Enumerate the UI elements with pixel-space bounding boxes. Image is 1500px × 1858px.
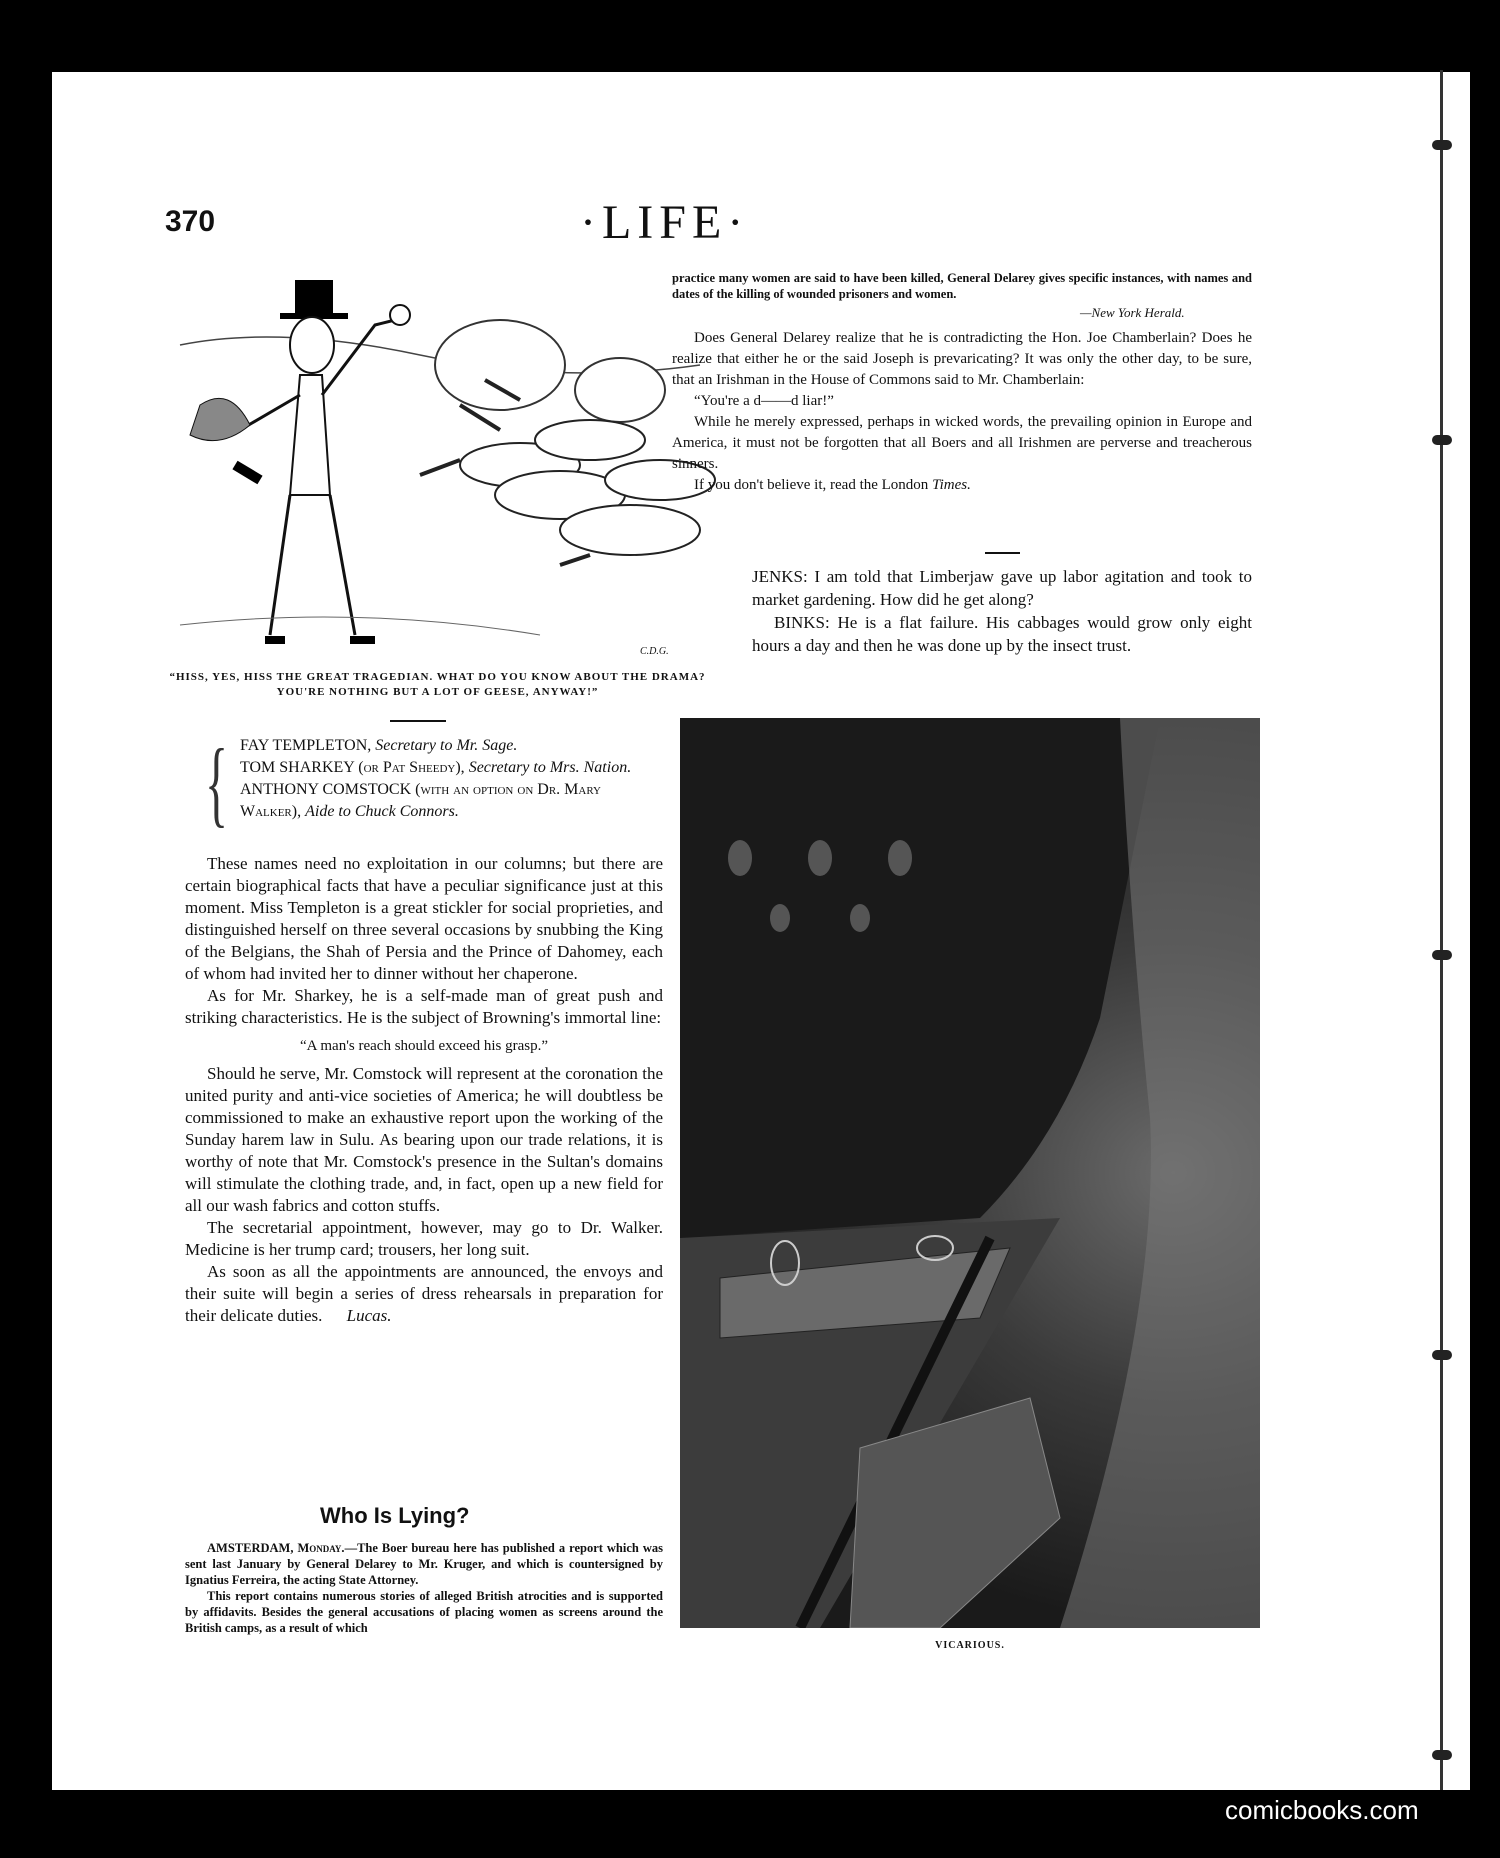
cartoon-caption: “HISS, YES, HISS THE GREAT TRAGEDIAN. WHAT DO YOU KNOW ABOUT THE DRAMA? YOU'RE NOTHING BUT A LOT OF GEESE, ANYWAY!” <box>169 671 706 698</box>
list-brace: { <box>205 731 229 837</box>
vicarious-photograph <box>680 718 1260 1628</box>
cartoon-illustration <box>160 265 720 675</box>
divider <box>390 720 446 722</box>
paragraph: As for Mr. Sharkey, he is a self-made man of great push and striking characteristics. He is the subject of Browning's immortal line: <box>185 986 663 1027</box>
masthead-title: ·LIFE· <box>580 196 750 249</box>
who-is-lying-article <box>185 1540 663 1636</box>
coronation-article <box>185 853 663 1327</box>
paragraph: These names need no exploitation in our columns; but there are certain biographical facts that have a peculiar significance just at this moment. Miss Templeton is a great stickler for social proprieties, and distinguished herself on three several occasions by snubbing the King of the Belgians, the Shah of Persia and the Prince of Dahomey, each of whom had invited her to dinner without her chaperone. <box>185 854 663 983</box>
paragraph: As soon as all the appointments are announced, the envoys and their suite will begin a series of dress rehearsals in preparation for their delicate duties. Lucas. <box>185 1262 663 1325</box>
paragraph: “You're a d——d liar!” <box>694 393 834 409</box>
who-is-lying-heading: Who Is Lying? <box>320 1503 470 1528</box>
photo-scene <box>680 718 1260 1628</box>
list-item: TOM SHARKEY (or Pat Sheedy), Secretary to Mrs. Nation. <box>240 759 632 776</box>
browning-quote: “A man's reach should exceed his grasp.” <box>299 1038 549 1054</box>
jenks-binks-joke <box>752 565 1252 657</box>
page-number: 370 <box>165 205 216 238</box>
appointee-list <box>240 735 660 823</box>
binks-line: BINKS: He is a flat failure. His cabbages would grow only eight hours a day and then he was done up by the insect trust. <box>752 613 1252 655</box>
jenks-line: JENKS: I am told that Limberjaw gave up labor agitation and took to market gardening. How did he get along? <box>752 567 1252 609</box>
paragraph: Should he serve, Mr. Comstock will represent at the coronation the united purity and anti-vice societies of America; he will doubtless be commissioned to make an exhaustive report upon the working of the Sunday harem law in Sulu. As bearing upon our trade relations, it is worthy of note that Mr. Comstock's presence in the Sultan's domains will stimulate the clothing trade, and, in fact, open up a new field for all our wash fabrics and cotton stuffs. <box>185 1064 663 1215</box>
paragraph: While he merely expressed, perhaps in wicked words, the prevailing opinion in Europe and America, it must not be forgotten that all Boers and all Irishmen are perverse and treacherous sinners. <box>672 414 1252 472</box>
delarey-article <box>672 328 1252 496</box>
paragraph: This report contains numerous stories of alleged British atrocities and is supported by affidavits. Besides the general accusations of placing women as screens around the British camps, as a result of which <box>185 1589 663 1635</box>
list-item: ANTHONY COMSTOCK (with an option on Dr. Mary Walker), Aide to Chuck Connors. <box>240 781 602 820</box>
page-binding-edge <box>1432 70 1452 1790</box>
list-item: FAY TEMPLETON, Secretary to Mr. Sage. <box>240 737 518 754</box>
delarey-quote: practice many women are said to have been killed, General Delarey gives specific instances, with names and dates of the killing of wounded prisoners and women. <box>672 271 1252 301</box>
paragraph: AMSTERDAM, Monday.—The Boer bureau here has published a report which was sent last January by General Delarey to Mr. Kruger, and which is countersigned by Ignatius Ferreira, the acting State Attorney. <box>185 1541 664 1587</box>
divider <box>985 552 1020 554</box>
paragraph: Does General Delarey realize that he is contradicting the Hon. Joe Chamberlain? Does he realize that either he or the said Joseph is prevaricating? It was only the other day, to be sure, that an Irishman in the House of Commons said to Mr. Chamberlain: <box>672 330 1252 388</box>
paragraph: The secretarial appointment, however, may go to Dr. Walker. Medicine is her trump card; trousers, her long suit. <box>185 1218 663 1259</box>
paragraph: If you don't believe it, read the London Times. <box>694 477 971 493</box>
cartoon-signature: C.D.G. <box>640 646 669 657</box>
photo-caption: VICARIOUS. <box>935 1640 1005 1651</box>
quote-source: —New York Herald. <box>1080 305 1185 320</box>
site-watermark: comicbooks.com <box>1225 1795 1419 1825</box>
